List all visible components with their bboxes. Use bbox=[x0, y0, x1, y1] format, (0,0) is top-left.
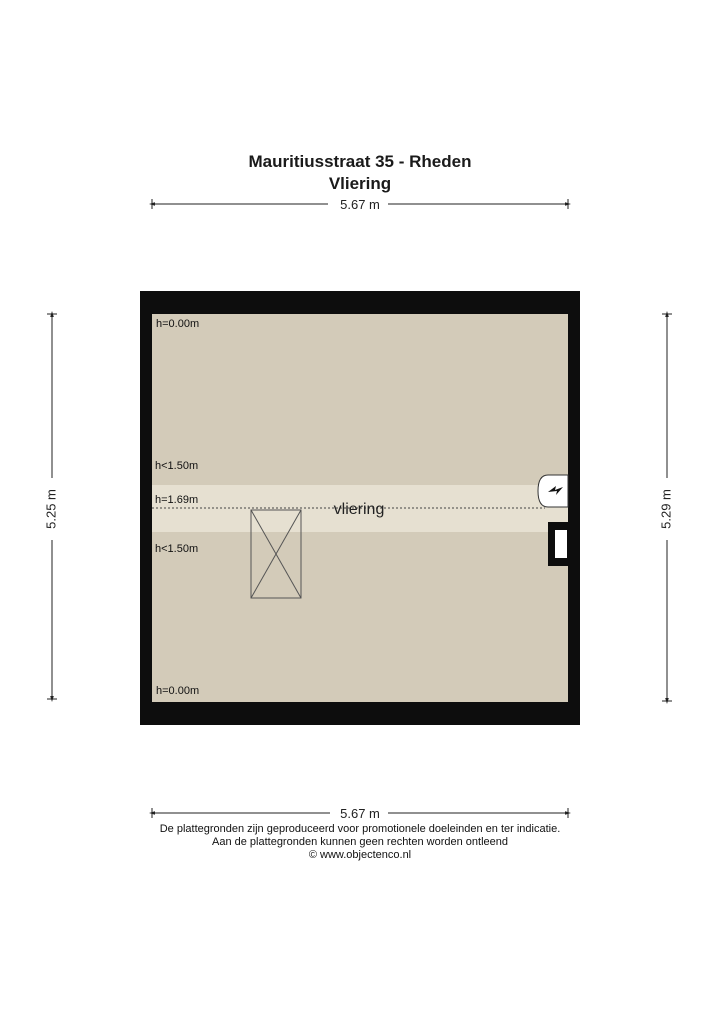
dimension-top bbox=[152, 197, 568, 212]
height-label-lower-slope: h<1.50m bbox=[155, 543, 199, 555]
height-label-bottom: h=0.00m bbox=[156, 685, 200, 697]
height-label-top: h=0.00m bbox=[156, 318, 200, 330]
dimension-right-label: 5.29 m bbox=[658, 489, 674, 529]
dimension-top-label: 5.67 m bbox=[340, 197, 380, 212]
dimension-left-label: 5.25 m bbox=[43, 489, 59, 529]
window-right bbox=[548, 522, 570, 566]
plan-title: Mauritiusstraat 35 - Rheden bbox=[248, 152, 472, 171]
floor-name: Vliering bbox=[328, 174, 392, 193]
copyright-line: © www.objectenco.nl bbox=[308, 849, 412, 861]
dimension-left bbox=[43, 314, 58, 699]
dimension-bottom-label: 5.67 m bbox=[340, 806, 380, 821]
height-label-ridge: h=1.69m bbox=[155, 494, 199, 506]
dimension-bottom bbox=[152, 806, 568, 821]
disclaimer-line-2: Aan de plattegronden kunnen geen rechten worden ontleend bbox=[211, 836, 508, 848]
disclaimer-line-1: De plattegronden zijn geproduceerd voor promotionele doeleinden en ter indicatie. bbox=[159, 823, 561, 835]
dimension-right bbox=[658, 314, 673, 701]
boiler-icon bbox=[538, 475, 568, 507]
height-label-upper-slope: h<1.50m bbox=[155, 460, 199, 472]
room-label: vliering bbox=[333, 501, 385, 518]
